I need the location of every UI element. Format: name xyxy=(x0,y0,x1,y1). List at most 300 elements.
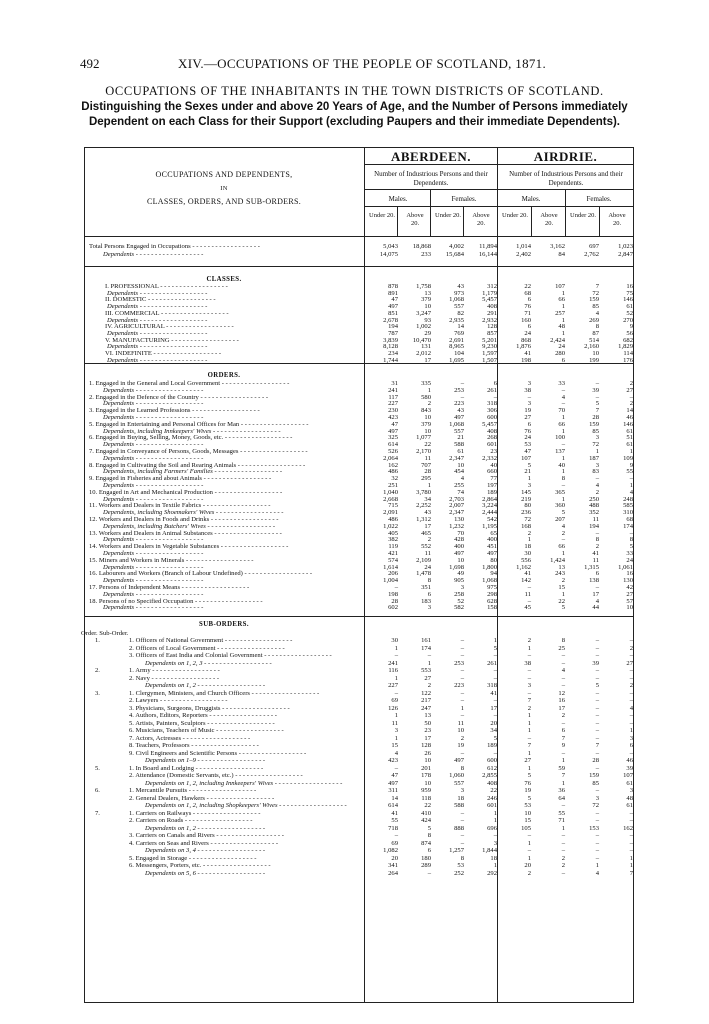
cell-value: 843 xyxy=(421,407,431,415)
cell-value: – xyxy=(493,712,497,719)
cell-value: 2,762 xyxy=(584,251,599,258)
cell-value: 4 xyxy=(629,488,633,496)
cell-value: 174 xyxy=(421,644,431,652)
dependents-label: Dependents - - - - - - - - - - - - - - - - - - xyxy=(107,289,208,297)
cell-value: 1,315 xyxy=(584,563,599,571)
divider-sex xyxy=(565,189,566,236)
cell-value: 6 xyxy=(493,380,497,387)
divider-age xyxy=(463,206,464,236)
cell-value: 10 xyxy=(424,757,431,764)
cell-value: 3 xyxy=(460,584,464,591)
order-label: 6. Engaged in Buying, Selling, Money, Goods, etc. - - - - - - - - - - - - - - - - - - xyxy=(89,434,293,442)
cell-value: – xyxy=(460,393,464,401)
cell-value: 64 xyxy=(558,794,565,802)
cell-value: 61 xyxy=(626,779,633,787)
cell-value: 241 xyxy=(388,386,398,394)
cell-value: 1,876 xyxy=(516,343,531,351)
cell-value: 1 xyxy=(629,854,633,862)
cell-value: 1,060 xyxy=(449,772,464,779)
cell-value: 10,470 xyxy=(412,336,431,344)
cell-value: – xyxy=(561,482,565,489)
cell-value: 61 xyxy=(457,448,464,455)
suborder-label: 2. Officers of Local Government - - - - - - - - - - - - - - - - - - xyxy=(129,644,285,652)
cell-value: 5 xyxy=(561,604,565,612)
suborder-label: 8. Teachers, Professors - - - - - - - - - - - - - - - - - - xyxy=(129,742,259,749)
cell-value: 8,965 xyxy=(449,343,464,351)
cell-value: 1,061 xyxy=(618,563,633,571)
cell-value: 379 xyxy=(421,296,431,304)
cell-value: 557 xyxy=(454,779,464,787)
cell-value: 5,201 xyxy=(482,336,497,344)
order-label: 14. Workers and Dealers in Vegetable Substances - - - - - - - - - - - - - - - - - - xyxy=(89,543,289,551)
order-label: 5. Engaged in Entertaining and Personal Offices for Man - - - - - - - - - - - - - - - - - - xyxy=(89,420,309,428)
cell-value: 241 xyxy=(388,659,398,667)
cell-value: 3 xyxy=(527,682,531,689)
cell-value: – xyxy=(561,536,565,544)
under-20-header: Under 20. xyxy=(369,212,395,219)
section-suborders: SUB-ORDERS. xyxy=(199,621,249,628)
cell-value: 24 xyxy=(524,329,531,337)
cell-value: 74 xyxy=(457,488,464,496)
cell-value: 1,023 xyxy=(618,243,633,250)
occupations-header-line-2: IN xyxy=(220,185,228,192)
cell-value: 41 xyxy=(391,809,398,817)
cell-value: 7 xyxy=(629,869,633,877)
cell-value: 28 xyxy=(424,468,431,476)
cell-value: 107 xyxy=(521,454,531,462)
cell-value: 14,075 xyxy=(379,251,398,258)
cell-value: 3 xyxy=(595,461,599,469)
cell-value: – xyxy=(460,832,464,839)
cell-value: 153 xyxy=(589,824,599,832)
cell-value: 8 xyxy=(561,475,565,483)
cell-value: 94 xyxy=(490,570,497,578)
cell-value: – xyxy=(561,674,565,682)
cell-value: 75 xyxy=(626,289,633,297)
suborder-row xyxy=(85,780,633,787)
cell-value: – xyxy=(527,652,531,659)
suborder-label: 2. Carriers on Roads - - - - - - - - - - - - - - - - - - xyxy=(129,817,253,824)
cell-value: 34 xyxy=(424,495,431,503)
cell-value: 5 xyxy=(527,794,531,802)
cell-value: 130 xyxy=(623,577,633,585)
cell-value: – xyxy=(460,652,464,659)
subtitle-line-2: Dependent on each Class for their Support (excluding Paupers and their immediate Dependents). xyxy=(88,116,620,128)
cell-value: – xyxy=(493,393,497,401)
cell-value: 1,800 xyxy=(482,563,497,571)
cell-value: – xyxy=(595,712,599,719)
cell-value: – xyxy=(629,393,633,401)
cell-value: 408 xyxy=(487,303,497,311)
cell-value: 27 xyxy=(424,674,431,682)
cell-value: 9,230 xyxy=(482,343,497,351)
suborder-label: 2. General Dealers, Hawkers - - - - - - - - - - - - - - - - - - xyxy=(129,794,275,802)
cell-value: 600 xyxy=(487,414,497,421)
cell-value: – xyxy=(561,839,565,847)
cell-value: 176 xyxy=(623,356,633,364)
cell-value: 318 xyxy=(487,682,497,689)
suborder-head: Order. Sub-Order. xyxy=(81,630,129,637)
cell-value: 18 xyxy=(524,543,531,551)
cell-value: – xyxy=(394,584,398,591)
cell-value: 1,082 xyxy=(383,847,398,854)
cell-value: – xyxy=(629,674,633,682)
cell-value: 39 xyxy=(626,764,633,772)
under-20-header: Under 20. xyxy=(435,212,461,219)
suborder-row xyxy=(85,712,633,719)
cell-value: 230 xyxy=(388,407,398,415)
cell-value: 23 xyxy=(490,448,497,455)
cell-value: 22 xyxy=(524,283,531,290)
cell-value: 2,109 xyxy=(416,556,431,564)
cell-value: 69 xyxy=(391,697,398,704)
suborder-label: 1. Carriers on Railways - - - - - - - - - - - - - - - - - - xyxy=(129,809,261,817)
cell-value: 1 xyxy=(561,454,565,462)
cell-value: 697 xyxy=(589,243,599,250)
cell-value: 1 xyxy=(527,719,531,727)
cell-value: 19 xyxy=(524,787,531,794)
cell-value: 2,007 xyxy=(449,502,464,510)
cell-value: – xyxy=(561,652,565,659)
cell-value: 1 xyxy=(595,448,599,455)
cell-value: 1 xyxy=(427,482,431,489)
cell-value: 888 xyxy=(454,824,464,832)
cell-value: – xyxy=(561,659,565,667)
cell-value: 21 xyxy=(524,468,531,476)
cell-value: 61 xyxy=(626,441,633,449)
cell-value: – xyxy=(595,854,599,862)
dependents-label: Dependents - - - - - - - - - - - - - - - - - - xyxy=(103,550,204,557)
cell-value: – xyxy=(460,749,464,757)
cell-value: 769 xyxy=(454,329,464,337)
cell-value: 3 xyxy=(527,380,531,387)
suborder-row xyxy=(85,750,633,757)
cell-value: – xyxy=(629,697,633,704)
cell-value: 61 xyxy=(626,427,633,435)
cell-value: 7 xyxy=(595,742,599,749)
cell-value: 1 xyxy=(561,757,565,764)
cell-value: 207 xyxy=(555,516,565,523)
cell-value: – xyxy=(595,809,599,817)
cell-value: 41 xyxy=(524,350,531,357)
cell-value: 7 xyxy=(595,283,599,290)
cell-value: 269 xyxy=(589,316,599,324)
males-header: Males. xyxy=(521,195,541,203)
cell-value: 6 xyxy=(629,742,633,749)
cell-value: 52 xyxy=(457,597,464,605)
class-label: V. MANUFACTURING - - - - - - - - - - - - - - - - - - xyxy=(105,336,239,344)
cell-value: 24 xyxy=(626,556,633,564)
cell-value: 253 xyxy=(454,659,464,667)
suborder-row xyxy=(85,825,633,832)
cell-value: 87 xyxy=(592,329,599,337)
cell-value: 13 xyxy=(558,563,565,571)
cell-value: 423 xyxy=(388,414,398,421)
suborder-row xyxy=(85,735,633,742)
cell-value: 2 xyxy=(561,712,565,719)
cell-value: 40 xyxy=(490,461,497,469)
cell-value: 3 xyxy=(527,400,531,408)
suborder-row xyxy=(85,847,633,854)
cell-value: 3 xyxy=(394,727,398,734)
suborder-label: 1. In Board and Lodging - - - - - - - - - - - - - - - - - - xyxy=(129,764,264,772)
cell-value: 38 xyxy=(524,659,531,667)
cell-value: 360 xyxy=(555,502,565,510)
cell-value: – xyxy=(561,749,565,757)
cell-value: 3,247 xyxy=(416,309,431,317)
cell-value: 2,678 xyxy=(383,316,398,324)
page-number: 492 xyxy=(80,56,100,71)
dependents-label: Dependents - - - - - - - - - - - - - - - - - - xyxy=(103,604,204,612)
suborder-row xyxy=(85,862,633,869)
cell-value: 76 xyxy=(524,427,531,435)
cell-value: 2,012 xyxy=(416,350,431,357)
cell-value: – xyxy=(629,689,633,697)
cell-value: 5 xyxy=(493,644,497,652)
cell-value: 61 xyxy=(626,802,633,809)
cell-value: 10 xyxy=(424,779,431,787)
suborder-label: 3. Carriers on Canals and Rivers - - - - - - - - - - - - - - - - - - xyxy=(129,832,284,839)
cell-value: – xyxy=(394,689,398,697)
cell-value: 2 xyxy=(561,854,565,862)
cell-value: – xyxy=(629,817,633,824)
cell-value: – xyxy=(527,832,531,839)
rule-group xyxy=(364,189,634,190)
cell-value: 183 xyxy=(421,597,431,605)
cell-value: 1 xyxy=(493,862,497,869)
cell-value: 70 xyxy=(457,529,464,537)
cell-value: 352 xyxy=(589,509,599,517)
cell-value: 3,780 xyxy=(416,488,431,496)
cell-value: 2 xyxy=(561,577,565,585)
cell-value: 31 xyxy=(391,380,398,387)
cell-value: 70 xyxy=(558,407,565,415)
cell-value: 7 xyxy=(561,734,565,742)
cell-value: 1,698 xyxy=(449,563,464,571)
cell-value: 868 xyxy=(521,336,531,344)
cell-value: 261 xyxy=(487,386,497,394)
cell-value: 69 xyxy=(391,839,398,847)
cell-value: 6 xyxy=(561,727,565,734)
dependents-label: Dependents, including Innkeepers' Wives - - - - - - - - - - - - - - - - - - xyxy=(103,427,281,435)
cell-value: 891 xyxy=(388,289,398,297)
cell-value: – xyxy=(595,734,599,742)
cell-value: 7 xyxy=(595,407,599,415)
cell-value: – xyxy=(460,637,464,644)
cell-value: 1 xyxy=(595,862,599,869)
dependents-label: Dependents - - - - - - - - - - - - - - - - - - xyxy=(103,454,204,462)
cell-value: 15 xyxy=(524,817,531,824)
running-head: XIV.—OCCUPATIONS OF THE PEOPLE OF SCOTLAND, 1871. xyxy=(178,56,547,71)
cell-value: 43 xyxy=(457,283,464,290)
cell-value: 1 xyxy=(394,712,398,719)
cell-value: 17 xyxy=(490,704,497,712)
cell-value: 2,864 xyxy=(482,495,497,503)
order-label: 2. Engaged in the Defence of the Country - - - - - - - - - - - - - - - - - - xyxy=(89,393,269,401)
cell-value: 580 xyxy=(421,393,431,401)
cell-value: 600 xyxy=(487,757,497,764)
cell-value: 72 xyxy=(592,802,599,809)
cell-value: 6 xyxy=(427,847,431,854)
cell-value: 9 xyxy=(561,742,565,749)
rule-total-bottom xyxy=(85,266,633,267)
cell-value: 715 xyxy=(388,502,398,510)
cell-value: 8 xyxy=(460,764,464,772)
cell-value: 1 xyxy=(493,637,497,644)
cell-value: – xyxy=(629,637,633,644)
cell-value: – xyxy=(527,584,531,591)
cell-value: – xyxy=(460,380,464,387)
cell-value: 2,402 xyxy=(516,251,531,258)
cell-value: 3 xyxy=(527,482,531,489)
class-label: I. PROFESSIONAL - - - - - - - - - - - - - - - - - - xyxy=(105,283,228,290)
cell-value: 574 xyxy=(388,556,398,564)
cell-value: – xyxy=(561,847,565,854)
cell-value: 45 xyxy=(524,604,531,612)
order-label: 9. Engaged in Fisheries and about Animals - - - - - - - - - - - - - - - - - - xyxy=(89,475,272,483)
cell-value: 11 xyxy=(592,556,599,564)
cell-value: 2 xyxy=(629,400,633,408)
cell-value: 180 xyxy=(421,854,431,862)
cell-value: 405 xyxy=(388,529,398,537)
cell-value: 7 xyxy=(527,742,531,749)
cell-value: 162 xyxy=(388,461,398,469)
town-aberdeen: ABERDEEN. xyxy=(391,149,471,164)
dependents-label: Dependents on 1–9 - - - - - - - - - - - - - - - - - - xyxy=(145,757,266,764)
cell-value: 100 xyxy=(555,434,565,442)
cell-value: 10 xyxy=(424,427,431,435)
cell-value: 298 xyxy=(487,590,497,598)
cell-value: 47 xyxy=(391,420,398,428)
cell-value: 428 xyxy=(454,536,464,544)
cell-value: 4 xyxy=(595,309,599,317)
cell-value: 22 xyxy=(424,802,431,809)
cell-value: 2,424 xyxy=(550,336,565,344)
cell-value: 614 xyxy=(388,441,398,449)
cell-value: – xyxy=(629,667,633,674)
cell-value: 4 xyxy=(561,667,565,674)
cell-value: 2 xyxy=(629,682,633,689)
cell-value: 197 xyxy=(487,482,497,489)
cell-value: – xyxy=(629,719,633,727)
cell-value: 23 xyxy=(424,727,431,734)
cell-value: – xyxy=(527,597,531,605)
cell-value: 25 xyxy=(558,644,565,652)
cell-value: 76 xyxy=(524,779,531,787)
cell-value: 5 xyxy=(561,509,565,517)
cell-value: 292 xyxy=(487,869,497,877)
cell-value: 114 xyxy=(623,350,633,357)
cell-value: 1 xyxy=(629,862,633,869)
dependents-label: Dependents, including Farmers' Families - - - - - - - - - - - - - - - - - - xyxy=(103,468,283,476)
cell-value: 1,478 xyxy=(416,570,431,578)
cell-value: 131 xyxy=(421,343,431,351)
cell-value: 76 xyxy=(524,303,531,311)
cell-value: 8 xyxy=(427,832,431,839)
cell-value: 1,257 xyxy=(449,847,464,854)
dependents-label: Dependents - - - - - - - - - - - - - - - - - - xyxy=(103,590,204,598)
cell-value: 2,444 xyxy=(482,509,497,517)
dependents-label: Dependents - - - - - - - - - - - - - - - - - - xyxy=(103,414,204,421)
cell-value: 50 xyxy=(424,719,431,727)
cell-value: 47 xyxy=(391,296,398,304)
section-orders: ORDERS. xyxy=(207,372,241,379)
cell-value: 17 xyxy=(592,590,599,598)
cell-value: 85 xyxy=(592,303,599,311)
cell-value: 146 xyxy=(623,420,633,428)
cell-value: 13 xyxy=(424,712,431,719)
cell-value: 1,162 xyxy=(516,563,531,571)
cell-value: 557 xyxy=(454,303,464,311)
cell-value: 1 xyxy=(527,854,531,862)
cell-value: 1 xyxy=(527,839,531,847)
cell-value: 2,855 xyxy=(482,772,497,779)
order-number: 1. xyxy=(95,637,100,644)
suborder-row xyxy=(85,817,633,824)
cell-value: 556 xyxy=(521,556,531,564)
cell-value: 10 xyxy=(626,604,633,612)
cell-value: 3,224 xyxy=(482,502,497,510)
cell-value: 234 xyxy=(388,350,398,357)
cell-value: 2,332 xyxy=(482,454,497,462)
cell-value: 959 xyxy=(421,787,431,794)
cell-value: 2 xyxy=(561,529,565,537)
cell-value: 1 xyxy=(561,495,565,503)
cell-value: 2 xyxy=(595,488,599,496)
dependents-label: Dependents - - - - - - - - - - - - - - - - - - xyxy=(103,441,204,449)
class-label: II. DOMESTIC - - - - - - - - - - - - - - - - - - xyxy=(105,296,216,304)
subtitle-line-1: Distinguishing the Sexes under and above 20 Years of Age, and the Number of Persons immediately xyxy=(81,101,628,113)
cell-value: 27 xyxy=(626,659,633,667)
cell-value: 66 xyxy=(558,543,565,551)
cell-value: 421 xyxy=(388,550,398,557)
cell-value: 2,252 xyxy=(416,502,431,510)
cell-value: 1,077 xyxy=(416,434,431,442)
cell-value: 51 xyxy=(626,434,633,442)
cell-value: 10 xyxy=(457,727,464,734)
cell-value: 3 xyxy=(460,787,464,794)
cell-value: – xyxy=(394,764,398,772)
suborder-row xyxy=(85,757,633,764)
cell-value: 4 xyxy=(595,869,599,877)
cell-value: 28 xyxy=(592,414,599,421)
cell-value: 40 xyxy=(558,461,565,469)
cell-value: 497 xyxy=(454,414,464,421)
cell-value: 11 xyxy=(457,719,464,727)
suborder-row xyxy=(85,720,633,727)
cell-value: 718 xyxy=(388,824,398,832)
cell-value: 1 xyxy=(629,448,633,455)
cell-value: 1,597 xyxy=(482,350,497,357)
cell-value: 68 xyxy=(626,516,633,523)
cell-value: 72 xyxy=(524,516,531,523)
cell-value: 233 xyxy=(421,251,431,258)
cell-value: 318 xyxy=(487,400,497,408)
cell-value: 3 xyxy=(427,604,431,612)
cell-value: 5,457 xyxy=(482,420,497,428)
cell-value: 6 xyxy=(527,296,531,304)
occupations-header-line-3: CLASSES, ORDERS, AND SUB-ORDERS. xyxy=(146,197,302,206)
cell-value: 71 xyxy=(558,817,565,824)
females-header: Females. xyxy=(451,195,477,203)
cell-value: 408 xyxy=(487,779,497,787)
cell-value: 1,695 xyxy=(449,356,464,364)
cell-value: 80 xyxy=(490,556,497,564)
cell-value: – xyxy=(427,652,431,659)
cell-value: 8 xyxy=(561,637,565,644)
cell-value: 8 xyxy=(595,536,599,544)
cell-value: 174 xyxy=(623,522,633,530)
